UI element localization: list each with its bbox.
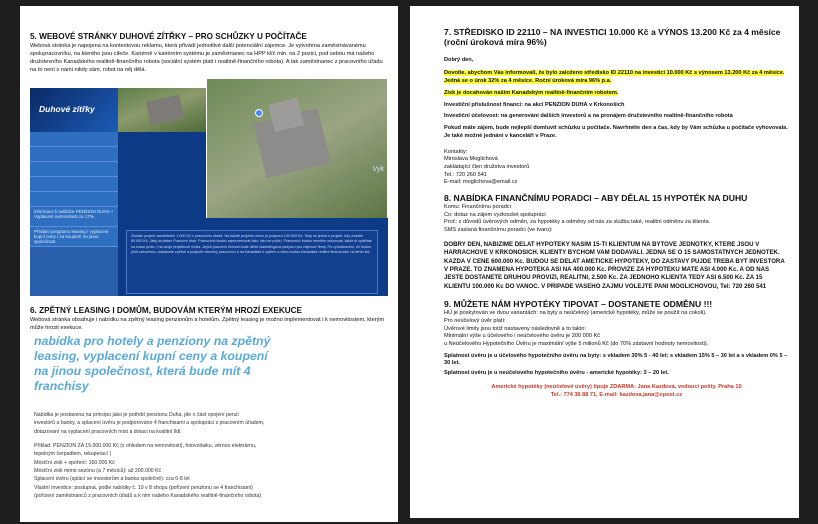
s9-line: Pro neúčelový úvěr platí: — [444, 317, 506, 324]
footer-contact[interactable]: Tel.: 774 36 88 71, E-mail: kazdova.jana@cpost.cz — [550, 391, 683, 398]
roof-shape — [146, 95, 184, 126]
nav-item-4[interactable] — [30, 177, 118, 192]
nav-item-7[interactable]: Předání programu leasing / vyplacení kupní ceny / za koupení na jinou společnost — [30, 227, 118, 247]
nav-item-1[interactable] — [30, 132, 118, 147]
site-body-box — [126, 230, 378, 294]
doc-line: Příklad: PENZION ZA 15.000.000 Kč (s ohledem na nemovitosti), fotovoltaiku, věrnou elektrárnu, — [34, 442, 257, 449]
location-pin-icon — [255, 109, 263, 117]
doc-line: (pořízení zaměstnanců z pracovních úřadů a k nim našeho Kanadského realitně-finančního robota) — [34, 492, 262, 499]
nav-item-2[interactable] — [30, 147, 118, 162]
s9-line: HÚ je poskytován ve dvou variantách: na byty a neúčelový (americké hypotéky, může se použít na cokoli). — [444, 310, 707, 317]
nav-item-3[interactable] — [30, 162, 118, 177]
section-7-title: 7. STŘEDISKO ID 22110 – NA INVESTICI 10.000 Kč a VÝNOS 13.200 Kč za 4 měsíce (roční úroková míra 96%) — [444, 27, 781, 47]
doc-line: Splacení úvěru (splácí se investorům a banka společně): cca 6-8 let — [34, 476, 190, 483]
nav-item-6[interactable]: informace k nabídce PENZION DUHA + Vyplacení nemovitosti za 17% — [30, 207, 118, 227]
sms-message: DOBRY DEN, NABIZIME DELAT HYPOTEKY NASIM 15-TI KLIENTUM NA BYTOVE JEDNOTKY, KTERE JSOU V HARRACHOVE V KRKONOSICH. KLIENTY BYCHOM VAM DODAVALI. JEDNA SE O 15 SAMOSTATNYCH JEDNOTEK. KAZDA V CENE 600.000 Kc. BUDOU SE DELAT AMETICKE HYPOTEKY, DO ZASTAVY PUJDE TREBA BYT INVESTORA V PRAZE. TO ZNAMENA HYPOTEKA ASI NA 400.000 Kc. PROVIZE ZA HYPOTEKU MATE ASI 4.000 Kc. A OD NAS JESTE DOSTANETE DRUHOU PROVIZI, REALITNI, 2.500 Kc. ZA JEDNOHO KLIENTA TEDY ASI 6.500 Kc. ZA 15 KLIENTU 100.000 Kc DO VANOC. V PRIPADE VASEHO ZAJMU VOLEJTE PANI MOGLICHOVOU, Tel: 720 260 541 — [444, 240, 785, 290]
building-photo — [206, 78, 388, 220]
greeting: Dobrý den, — [444, 56, 474, 63]
contact-role: zakládající člen družstva investorů — [444, 163, 530, 170]
promo-headline: nabídka pro hotely a penziony na zpětný leasing, vyplacení kupní ceny a koupení na jinou společnost, která bude mít 4 franchisy — [34, 334, 271, 394]
s9-maturity-purpose: Splatnost úvěru je u účelového hypotečního úvěru na byty: s vkladem 30% 5 - 40 let; s vkladem 15% 5 – 30 let a s vkladem 0% 5 – 30 let. — [444, 352, 788, 367]
s8-line: SMS zaslaná finančnímu poradci (ve tvaru): — [444, 227, 553, 234]
website-screenshot — [30, 88, 388, 296]
site-body-text: Získáte projekt zaměstnání 1.000 Kč v pracovním úřadě. Na každé projektu mimo je podpora 100.000 Kč. Tady se jedná o projekt, kdy získáte 60.000 Kč. Jaký družstev Pracovní úřad. Pracovníci budou reprezentovat dalo, tato se počtu. Pracovníci budou mezitím oslovovat, takže si vyděláte na mase proto, i na svoje projektové místa. Jejich pracovní činnost bude dělat marketingová podporu pro zájemce firmy. Po vyhodnocení, že budou plnit oslovenou, dostanete zpětné a podpořit všechny pracovníci a na Kanadské k vytření a nebo budou Kanadské realitní financování na tento lidí. — [131, 234, 372, 255]
s9-line: u Neúčelového Hypotečního Úvěru je maximální výše 5 milionů Kč (do 70% zástavní hodnoty nemovitosti). — [444, 341, 709, 348]
s8-line: Co: dotaz na zájem vyzkoušet spolupráci — [444, 211, 546, 218]
contacts-block — [444, 149, 789, 188]
doc-line: Měsíční zisk mimo sezónu (a 7 měsíců): až 200.000 Kč — [34, 467, 162, 474]
investment-purpose: Investiční účelovost: na generování dalších investorů a na pronájem družstevního realitně-finančního robota — [444, 113, 733, 120]
contact-email[interactable]: E-mail: moglichova@email.cz — [444, 179, 518, 186]
s8-line: Proč: z důvodů úvěrových odměn, za hypotéky a odměny od nás za službu také, realitní odměnu za klienta. — [444, 219, 711, 226]
footer-tipper: Americké hypotéky (neúčelové úvěry) tipuje ZDARMA: Jana Kazdová, vedoucí pošty, Praha 10 — [491, 383, 742, 390]
section-5-title: 5. WEBOVÉ STRÁNKY DUHOVÉ ZÍTŘKY – PRO SCHŮZKY U POČÍTAČE — [30, 32, 307, 41]
doc-line: Nabídka je postavena na principu jako je potřebí penzionu Duha, jde o část spojení penzí — [34, 412, 239, 418]
highlight-announcement: Dovolte, abychom Vás informovali, že bylo založeno středisko ID 22110 na investici 10.000 Kč s výnosem 13.200 Kč za 4 měsíce. Jedná se o úrok 32% za 4 měsíce. Roční úroková míra 96% p.a. — [444, 70, 785, 85]
doc-line: investorů a banky, a splacení úvěru je podporováno 4 franchisami a spolupráci s pracovním úřadem, — [34, 420, 265, 427]
section-8-title: 8. NABÍDKA FINANČNÍMU PORADCI – ABY DĚLAL 15 HYPOTÉK NA DUHU — [444, 193, 748, 204]
doc-line: dotazovaní na vyplacení pracovních míst a dotaci na kvalitní lidi. — [34, 428, 182, 435]
site-right-label: Vyk — [372, 166, 384, 173]
nav-item-5[interactable] — [30, 192, 118, 207]
s8-line: Komu: Finančnímu poradci — [444, 203, 511, 210]
s9-line: Minimální výše u účelového i neúčelového úvěru je 200 000 Kč — [444, 333, 601, 340]
meeting-invitation: Pokud máte zájem, bude nejlepší domluvit schůzku u počítače. Navrhněte den a čas, kdy by Vám schůzka u počítače vyhovovala. Je také možné jednání v kanceláři v Praze. — [444, 125, 788, 139]
section-5-text: Webová stránka je napojena na kontextovou reklamu, která přivádí jednotlivé další potenciální zájemce. Je vytvořena zaměstnávanému spolupracovníku, na kterého jsou cíleče. Kariérně v kariérním systému je zaměstnanec na HPP klíč min. na 2 pozici, pod sebou má našeho družstevního Kanadského realitně-finančního robota (sociální systém platí i realitně-finančního robota). A tak zaměstnanec z pracovního úřadu na to není s námi nikdy sám, robot na něj dělá. — [30, 43, 383, 73]
doc-line: tepelným čerpadlem, rekuperací ) — [34, 451, 112, 458]
investment-target: Investiční příslušnost financi: na akci PENZION DUHA v Krkonoších — [444, 101, 625, 108]
contacts-heading: Kontakty: — [444, 148, 468, 155]
section-6-text: Webová stránka obsahuje i nabídku na zpětný leasing penzionům a hotelům. Zpětný leasing je možno implementovat i k nemovitostem, kterým může hrozit exekuce. — [30, 317, 385, 331]
site-header — [30, 88, 118, 132]
contact-name: Miroslava Moglichová — [444, 156, 498, 163]
right-page — [410, 6, 799, 518]
s9-line: Úvěrové limity jsou totiž nastaveny následovně a to takto: — [444, 325, 587, 332]
aerial-photo — [118, 88, 206, 132]
offer-document — [34, 411, 386, 519]
highlight-robot: Zisk je docahován našim Kanadským realitně-finančním robotem. — [444, 89, 619, 96]
site-logo: Duhové zítřky — [39, 104, 95, 114]
contact-phone: Tel.: 720 260 541 — [444, 171, 487, 178]
doc-line: Měsíční zisk + spoření: 160.000 Kč — [34, 459, 115, 466]
section-9-title: 9. MŮŽETE NÁM HYPOTÉKY TIPOVAT – DOSTANETE ODMĚNU !!! — [444, 299, 713, 310]
s9-maturity-nonpurpose: Splatnost úvěru je u neúčelového hypotečního úvěru - americké hypotéky: 3 – 20 let. — [444, 370, 669, 377]
doc-line: Vlastní investice: postupná, podle nabídky č. 10 v 8 shopu (pořízení penzionu se 4 franchisami) — [34, 484, 253, 491]
site-sidebar — [30, 132, 118, 296]
section-6-title: 6. ZPĚTNÝ LEASING I DOMŮM, BUDOVÁM KTERÝM HROZÍ EXEKUCE — [30, 306, 303, 315]
left-page — [20, 6, 398, 522]
